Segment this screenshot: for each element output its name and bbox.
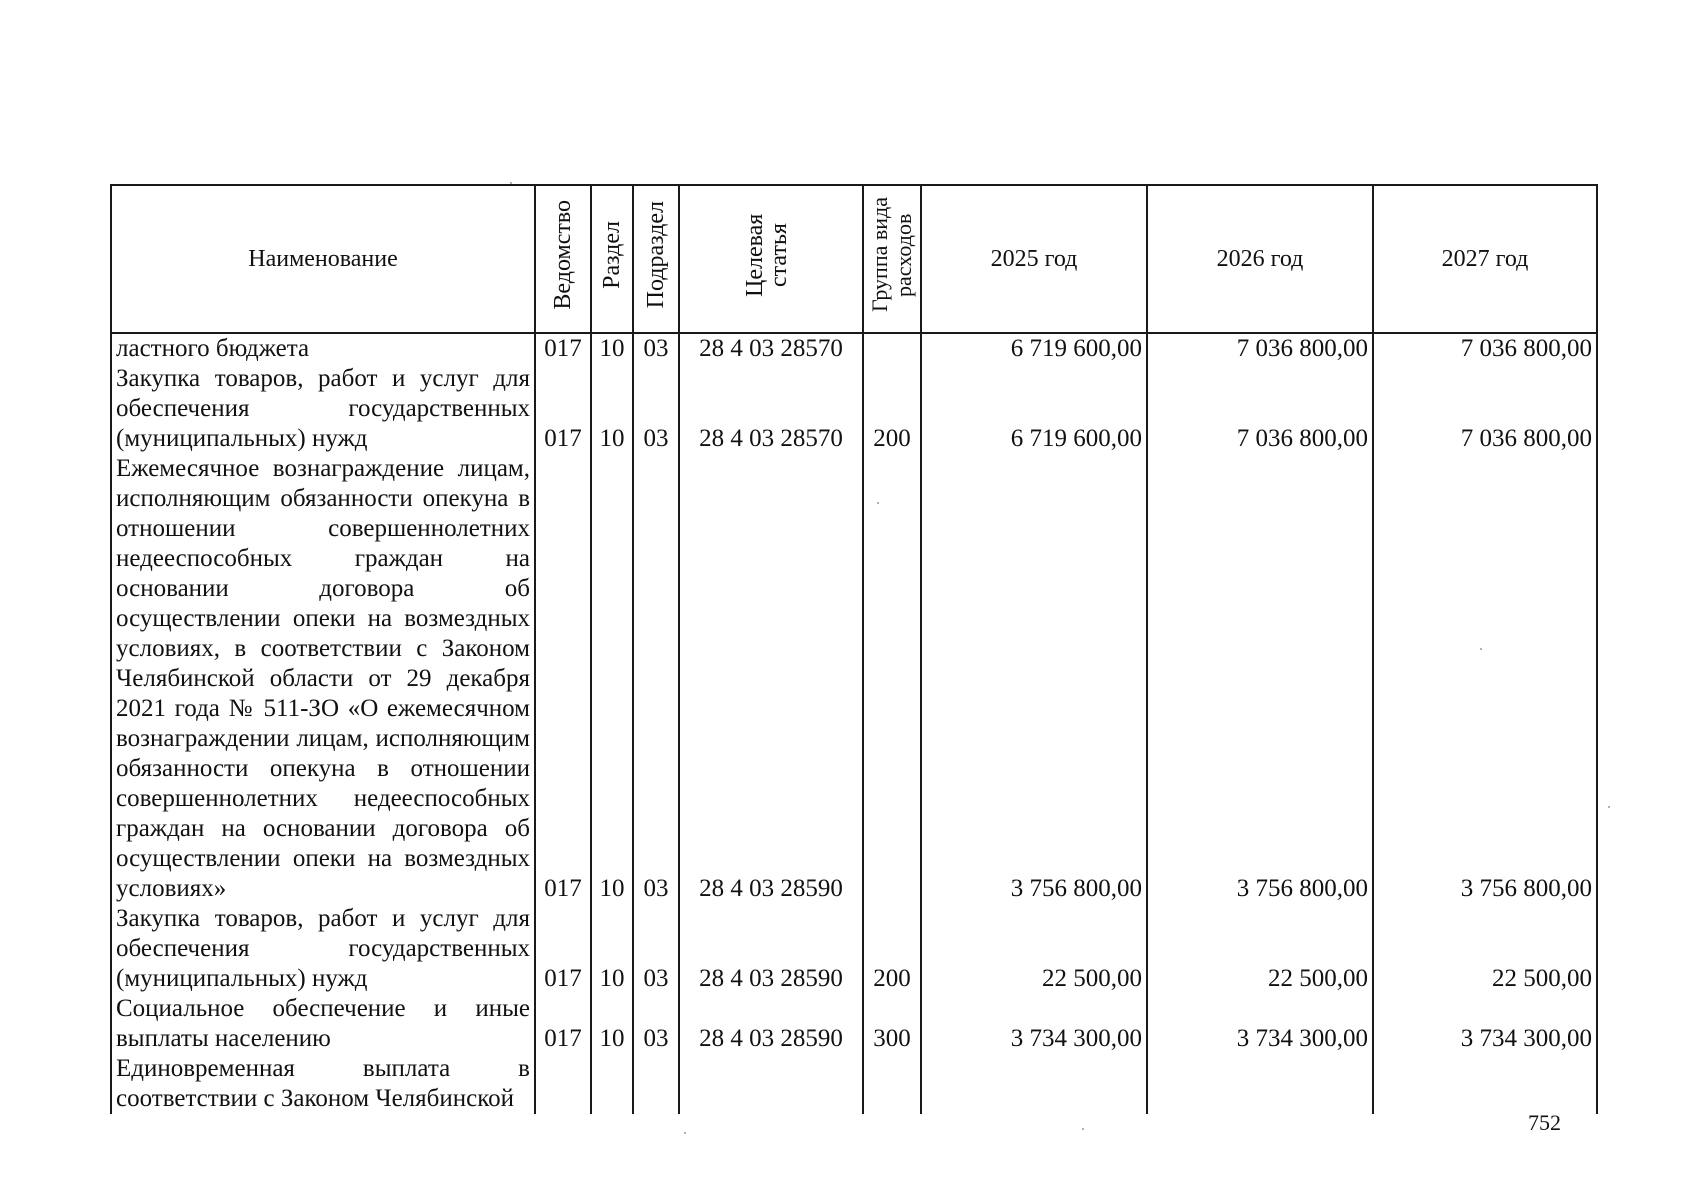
row-amount-2027: 3 734 300,00 xyxy=(1373,994,1597,1054)
row-target-article: 28 4 03 28570 xyxy=(679,333,863,364)
row-amount-2026 xyxy=(1147,1054,1373,1114)
row-expense-group xyxy=(863,454,921,904)
row-name: ластного бюджета xyxy=(111,333,535,364)
row-expense-group xyxy=(863,333,921,364)
row-amount-2025: 22 500,00 xyxy=(921,904,1147,994)
header-year-2027: 2027 год xyxy=(1373,185,1597,333)
header-section: Раздел xyxy=(591,185,633,333)
row-amount-2026: 3 734 300,00 xyxy=(1147,994,1373,1054)
row-subsection xyxy=(633,1054,679,1114)
table-row xyxy=(111,333,1597,364)
row-target-article: 28 4 03 28590 xyxy=(679,994,863,1054)
table-row xyxy=(111,904,1597,994)
row-name: Социальное обеспечение и иные выплаты населению xyxy=(111,994,535,1054)
row-expense-group xyxy=(863,1054,921,1114)
row-target-article xyxy=(679,1054,863,1114)
scan-speck xyxy=(877,502,879,504)
scan-speck xyxy=(510,182,512,184)
row-expense-group: 300 xyxy=(863,994,921,1054)
header-name: Наименование xyxy=(111,185,535,333)
row-amount-2025: 6 719 600,00 xyxy=(921,364,1147,454)
row-section xyxy=(591,1054,633,1114)
row-amount-2025: 3 756 800,00 xyxy=(921,454,1147,904)
row-section: 10 xyxy=(591,333,633,364)
row-expense-group: 200 xyxy=(863,364,921,454)
table-header-row xyxy=(111,185,1597,333)
row-amount-2027: 7 036 800,00 xyxy=(1373,333,1597,364)
header-expense-group: Группа вида расходов xyxy=(863,185,921,333)
row-subsection: 03 xyxy=(633,904,679,994)
row-department: 017 xyxy=(535,454,591,904)
row-subsection: 03 xyxy=(633,454,679,904)
row-amount-2027: 3 756 800,00 xyxy=(1373,454,1597,904)
row-amount-2026: 3 756 800,00 xyxy=(1147,454,1373,904)
row-name: Закупка товаров, работ и услуг для обеспечения государственных (муниципальных) нужд xyxy=(111,904,535,994)
row-name: Закупка товаров, работ и услуг для обеспечения государственных (муниципальных) нужд xyxy=(111,364,535,454)
table-row xyxy=(111,454,1597,904)
row-amount-2026: 22 500,00 xyxy=(1147,904,1373,994)
row-target-article: 28 4 03 28590 xyxy=(679,454,863,904)
scan-speck xyxy=(1608,806,1610,808)
row-amount-2027: 22 500,00 xyxy=(1373,904,1597,994)
scan-speck xyxy=(1480,648,1482,650)
row-section: 10 xyxy=(591,904,633,994)
row-expense-group: 200 xyxy=(863,904,921,994)
row-amount-2027 xyxy=(1373,1054,1597,1114)
row-amount-2025 xyxy=(921,1054,1147,1114)
budget-table xyxy=(110,184,1598,1114)
row-amount-2026: 7 036 800,00 xyxy=(1147,364,1373,454)
row-department: 017 xyxy=(535,994,591,1054)
header-target-article: Целевая статья xyxy=(679,185,863,333)
table-row xyxy=(111,364,1597,454)
row-subsection: 03 xyxy=(633,994,679,1054)
page-number: 752 xyxy=(1528,1110,1561,1135)
row-amount-2025: 6 719 600,00 xyxy=(921,333,1147,364)
row-amount-2026: 7 036 800,00 xyxy=(1147,333,1373,364)
row-department: 017 xyxy=(535,904,591,994)
row-subsection: 03 xyxy=(633,333,679,364)
row-name: Ежемесячное вознаграждение лицам, исполняющим обязанности опекуна в отношении совершеннолетних недееспособных граждан на основании договора об осуществлении опеки на возмездных условиях, в соответствии с Законом Челябинской области от 29 декабря 2021 года № 511-ЗО «О ежемесячном вознаграждении лицам, исполняющим обязанности опекуна в отношении совершеннолетних недееспособных граждан на основании договора об осуществлении опеки на возмездных условиях» xyxy=(111,454,535,904)
header-year-2026: 2026 год xyxy=(1147,185,1373,333)
header-subsection: Подраздел xyxy=(633,185,679,333)
table-row xyxy=(111,1054,1597,1114)
row-department: 017 xyxy=(535,364,591,454)
row-section: 10 xyxy=(591,364,633,454)
row-department: 017 xyxy=(535,333,591,364)
row-section: 10 xyxy=(591,994,633,1054)
row-department xyxy=(535,1054,591,1114)
row-target-article: 28 4 03 28570 xyxy=(679,364,863,454)
row-amount-2025: 3 734 300,00 xyxy=(921,994,1147,1054)
header-year-2025: 2025 год xyxy=(921,185,1147,333)
table-row xyxy=(111,994,1597,1054)
row-name: Единовременная выплата в соответствии с Законом Челябинской xyxy=(111,1054,535,1114)
header-department: Ведомство xyxy=(535,185,591,333)
row-amount-2027: 7 036 800,00 xyxy=(1373,364,1597,454)
scan-speck xyxy=(1082,1128,1084,1130)
row-target-article: 28 4 03 28590 xyxy=(679,904,863,994)
row-subsection: 03 xyxy=(633,364,679,454)
scan-speck xyxy=(684,1132,686,1134)
row-section: 10 xyxy=(591,454,633,904)
